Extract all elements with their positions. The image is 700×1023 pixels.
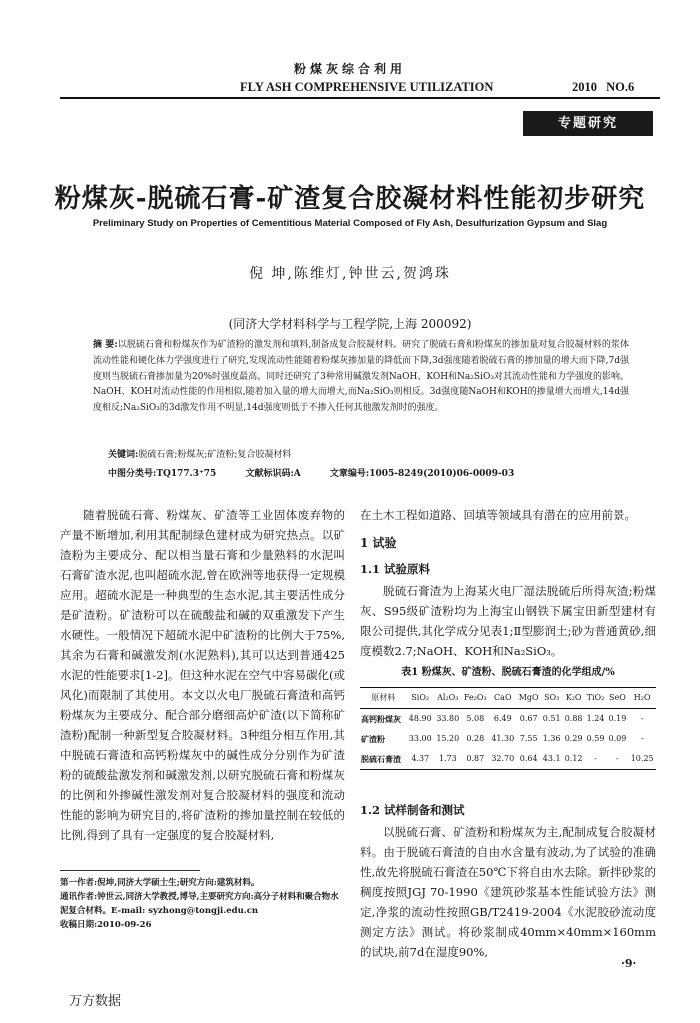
footnote-first-author: 第一作者:倪坤,同济大学硕士生;研究方向:建筑材料。 (60, 878, 260, 888)
table-cell: 41.30 (491, 734, 515, 743)
footnote-corresponding-author: 通讯作者:钟世云,同济大学教授,博导,主要研究方向:高分子材料和聚合物水泥复合材料。E-mail: syzhong@tongji.edu.cn (60, 892, 339, 916)
table-cell: 0.51 (542, 714, 561, 723)
keywords-label: 关键词: (108, 450, 139, 460)
table-row (360, 749, 656, 770)
table-cell: 矿渣粉 (361, 734, 385, 744)
table-header-cell: TiO₂ (586, 693, 605, 702)
table-header-cell: SiO₂ (411, 693, 430, 702)
table-cell: 0.59 (586, 734, 605, 743)
table-cell: 10.25 (630, 754, 654, 763)
table-cell: 6.49 (493, 714, 512, 723)
table-cell: 5.08 (466, 714, 485, 723)
table-cell: 0.09 (608, 734, 627, 743)
table-cell: 高钙粉煤灰 (361, 714, 401, 724)
intro-continuation: 在土木工程如道路、回填等领域具有潜在的应用前景。 (360, 508, 636, 522)
page-number: ·9· (621, 957, 637, 970)
table-cell: 0.88 (564, 714, 583, 723)
table-caption: 表1 粉煤灰、矿渣粉、脱硫石膏渣的化学组成/% (401, 667, 615, 678)
table-header-cell: H₂O (633, 693, 651, 702)
section-badge: 专题研究 (523, 111, 653, 136)
table-cell: - (640, 714, 644, 723)
clc-number: 中图分类号:TQ177.3⁺75 (108, 469, 217, 479)
footnote-received-date: 收稿日期:2010-09-26 (60, 920, 152, 930)
table-cell: 0.29 (564, 734, 583, 743)
intro-paragraph: 随着脱硫石膏、粉煤灰、矿渣等工业固体废弃物的产量不断增加,利用其配制绿色建材成为研究热点。以矿渣粉为主要成分、配以相当量石膏和少量熟料的水泥叫石膏矿渣水泥,也叫超硫水泥,曾在欧洲等地获得一定规模应用。超硫水泥是一种典型的生态水泥,其主要活性成分是矿渣粉。矿渣粉可以在硫酸盐和碱的双重激发下产生水硬性。一般情况下超硫水泥中矿渣粉的比例大于75%,其余为石膏和碱激发剂(水泥熟料),其可以达到普通425水泥的性能要求[1-2]。但这种水泥在空气中容易碳化(或风化)而限制了其使用。本文以火电厂脱硫石膏渣和高钙粉煤灰为主要成分、配合部分磨细高炉矿渣(以下简称矿渣粉)配制一种新型复合胶凝材料。3种组分相互作用,其中脱硫石膏渣和高钙粉煤灰中的碱性成分分别作为矿渣粉的硫酸盐激发剂和碱激发剂,以研究脱硫石膏和粉煤灰的比例和外掺碱性激发剂对复合胶凝材料的强度和流动性能的影响为研究目的,将矿渣粉的掺加量控制在较低的比例,得到了具有一定强度的复合胶凝材料, (60, 508, 345, 842)
keywords-text: 脱硫石膏;粉煤灰;矿渣粉;复合胶凝材料 (138, 450, 292, 460)
table-cell: 0.28 (466, 734, 485, 743)
table-row (360, 729, 656, 749)
section-heading-1: 1 试验 (360, 536, 397, 550)
table-cell: - (616, 754, 619, 763)
table-cell: - (640, 734, 644, 743)
table-cell: 32.70 (491, 754, 515, 763)
composition-table (360, 687, 656, 770)
table-header-cell: Fe₂O₃ (463, 693, 487, 702)
issue-label: 2010 NO.6 (572, 80, 635, 94)
abstract (93, 338, 629, 417)
table-cell: 0.67 (519, 714, 538, 723)
table-header-cell: MgO (518, 693, 539, 702)
table-cell: 脱硫石膏渣 (361, 754, 401, 764)
table-cell: 1.24 (586, 714, 605, 723)
watermark: 万方数据 (69, 993, 122, 1008)
table-cell: 1.36 (542, 734, 561, 743)
table-cell: - (594, 754, 597, 763)
journal-title-en: FLY ASH COMPREHENSIVE UTILIZATION (240, 80, 494, 94)
affiliation: (同济大学材料科学与工程学院,上海 200092) (228, 317, 472, 331)
author-list: 倪 坤,陈维灯,钟世云,贺鸿珠 (249, 266, 451, 282)
table-cell: 0.19 (608, 714, 627, 723)
journal-title-cn: 粉煤灰综合利用 (293, 62, 406, 76)
classification-line (108, 466, 540, 479)
article-number: 文章编号:1005-8249(2010)06-0009-03 (329, 469, 515, 479)
table-header-row (360, 688, 656, 709)
preparation-paragraph: 以脱硫石膏、矿渣粉和粉煤灰为主,配制成复合胶凝材料。由于脱硫石膏渣的自由水含量有波动,为了试验的准确性,故先将脱硫石膏渣在50℃下将自由水去除。新拌砂浆的稠度按照JGJ 70-1990《建筑砂浆基本性能试验方法》测定,净浆的流动性按照GB/T2419-2004《水泥胶砂流动度测定方法》测试。将砂浆制成40mm×40mm×160mm的试块,前7d在湿度90%, (360, 825, 656, 959)
table-cell: 0.87 (466, 754, 485, 763)
materials-paragraph: 脱硫石膏渣为上海某火电厂湿法脱硫后所得灰渣;粉煤灰、S95级矿渣粉均为上海宝山钢铁下属宝田新型建材有限公司提供,其化学成分见表1;Ⅱ型膨润土;砂为普通黄砂,细度模数2.7;NaOH、KOH和Na₂SiO₃。 (360, 584, 656, 658)
table-row (360, 709, 656, 730)
table-cell: 0.12 (564, 754, 583, 763)
table-header-cell: SeO (609, 693, 626, 702)
keywords (108, 447, 291, 460)
table-cell: 0.64 (519, 754, 538, 763)
paper-title-en: Preliminary Study on Properties of Cementitious Material Composed of Fly Ash, Desulfurization Gypsum and Slag (92, 218, 608, 229)
table-cell: 1.73 (438, 754, 457, 763)
document-code: 文献标识码:A (245, 469, 301, 479)
table-header-cell: 原材料 (371, 693, 396, 702)
table-cell: 15.20 (436, 734, 460, 743)
table-header-cell: Al₂O₃ (437, 693, 459, 702)
table-header-cell: K₂O (565, 693, 582, 702)
paper-title: 粉煤灰-脱硫石膏-矿渣复合胶凝材料性能初步研究 (54, 184, 646, 214)
abstract-label: 摘 要: (93, 340, 118, 350)
table-cell: 48.90 (408, 714, 432, 723)
left-column (60, 505, 345, 845)
subsection-heading-1-1: 1.1 试验原料 (360, 562, 431, 576)
table-cell: 33.00 (408, 734, 432, 743)
subsection-heading-1-2: 1.2 试样制备和测试 (360, 803, 465, 817)
table-cell: 4.37 (411, 754, 430, 763)
table-header-cell: SO₃ (544, 693, 560, 702)
table-cell: 33.80 (436, 714, 460, 723)
footnotes (60, 876, 345, 932)
header-rule (60, 97, 660, 99)
right-column (360, 505, 656, 962)
abstract-text: 以脱硫石膏和粉煤灰作为矿渣粉的激发剂和填料,制备成复合胶凝材料。研究了脱硫石膏和粉煤灰的掺加量对复合胶凝材料的浆体流动性能和硬化体力学强度进行了研究,发现流动性能随着粉煤灰掺加量的降低而下降,3d强度随着脱硫石膏的掺加量的增大而下降,7d强度则当脱硫石膏掺加量为20%时强度最高。同时还研究了3种常用碱激发剂NaOH、KOH和Na₂SiO₃对其流动性能和力学强度的影响。NaOH、KOH对流动性能的作用相似,随着加入量的增大而增大,而Na₂SiO₃则相反。3d强度随NaOH和KOH的掺量增大而增大,14d强度相反;Na₂SiO₃的3d激发作用不明显,14d强度则低于不掺入任何其他激发剂时的强度。 (93, 340, 629, 414)
footnote-rule (60, 870, 200, 871)
table-header-cell: CaO (494, 693, 512, 702)
table-cell: 7.55 (519, 734, 538, 743)
table-cell: 43.1 (542, 754, 561, 763)
